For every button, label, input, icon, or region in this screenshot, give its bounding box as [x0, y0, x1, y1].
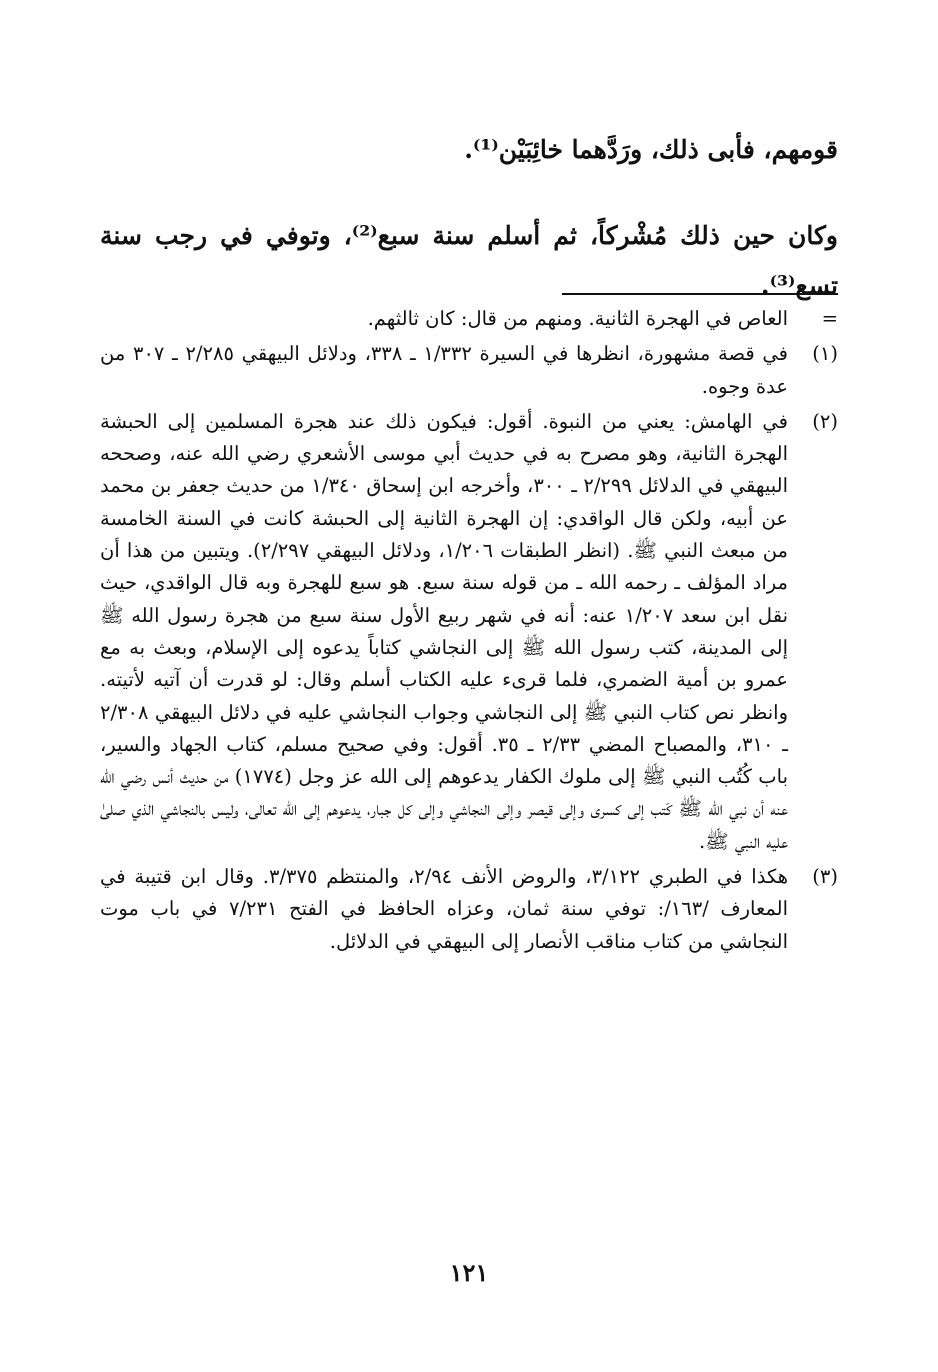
footnote-separator	[562, 293, 838, 295]
footnote-1-text: في قصة مشهورة، انظرها في السيرة ١/٣٣٢ ـ ٣٣٨، ودلائل البيهقي ٢/٢٨٥ ـ ٣٠٧ من عدة وجوه.	[100, 342, 788, 398]
footnote-2-text: في الهامش: يعني من النبوة. أقول: فيكون ذلك عند هجرة المسلمين إلى الحبشة الهجرة الثانية، وهو مصرح به في حديث أبي موسى الأشعري رضي الله عنه، وصححه البيهقي في الدلائل ٢/٢٩٩ ـ ٣٠٠، وأخرجه ابن إسحاق ١/٣٤٠ من حديث جعفر بن محمد عن أبيه، ولكن قال الواقدي: إن الهجرة الثانية إلى الحبشة كانت في السنة الخامسة من مبعث النبي ﷺ. (انظر الطبقات ١/٢٠٦، ودلائل البيهقي ٢/٢٩٧). ويتبين من هذا أن مراد المؤلف ـ رحمه الله ـ من قوله سنة سبع. هو سبع للهجرة وبه قال الواقدي، حيث نقل ابن سعد ١/٢٠٧ عنه: أنه في شهر ربيع الأول سنة سبع من هجرة رسول الله ﷺ إلى المدينة، كتب رسول الله ﷺ إلى النجاشي كتاباً يدعوه إلى الإسلام، وبعث به مع عمرو بن أمية الضمري، فلما قرىء عليه الكتاب أسلم وقال: لو قدرت أن آتيه لأتيته. وانظر نص كتاب النبي ﷺ إلى النجاشي وجواب النجاشي عليه في دلائل البيهقي ٢/٣٠٨ ـ ٣١٠، والمصباح المضي ٢/٣٣ ـ ٣٥. أقول: وفي صحيح مسلم، كتاب الجهاد والسير، باب كُتُب النبي ﷺ إلى ملوك الكفار يدعوهم إلى الله عز وجل (١٧٧٤) من حديث أنس رضي الله عنه أن نبي الله ﷺ كَتب إلى كسرى وإلى قيصر وإلى النجاشي وإلى كل جبار، يدعوهم إلى الله تعالى، وليس بالنجاشي الذي صلىٰ عليه النبي ﷺ.	[100, 409, 788, 853]
footnotes-section	[100, 303, 838, 958]
footnote-3	[100, 861, 838, 958]
footnote-3-text: هكذا في الطبري ٣/١٢٢، والروض الأنف ٢/٩٤، والمنتظم ٣/٣٧٥. وقال ابن قتيبة في المعارف /١٦٣/: توفي سنة ثمان، وعزاه الحافظ في الفتح ٧/٢٣١ في باب موت النجاشي من كتاب مناقب الأنصار إلى البيهقي في الدلائل.	[100, 865, 788, 953]
page-number: ١٢١	[449, 1258, 489, 1287]
footnote-2-marker: (٢)	[812, 409, 838, 433]
footnote-3-marker: (٣)	[812, 865, 838, 889]
footnote-2	[100, 406, 838, 858]
footnote-1	[100, 338, 838, 403]
footnote-1-marker: (١)	[812, 342, 838, 366]
main-paragraph-1: قومهم، فأبى ذلك، ورَدَّهما خائِبَيْن⁽¹⁾.	[464, 135, 838, 164]
footnote-continuation-marker: =	[821, 307, 838, 330]
footnote-continuation	[100, 303, 838, 335]
main-paragraph-2: وكان حين ذلك مُشْركاً، ثم أسلم سنة سبع⁽²⁾، وتوفي في رجب سنة تسع⁽³⁾.	[100, 221, 838, 300]
footnote-continuation-text: العاص في الهجرة الثانية. ومنهم من قال: كان ثالثهم.	[367, 307, 788, 330]
